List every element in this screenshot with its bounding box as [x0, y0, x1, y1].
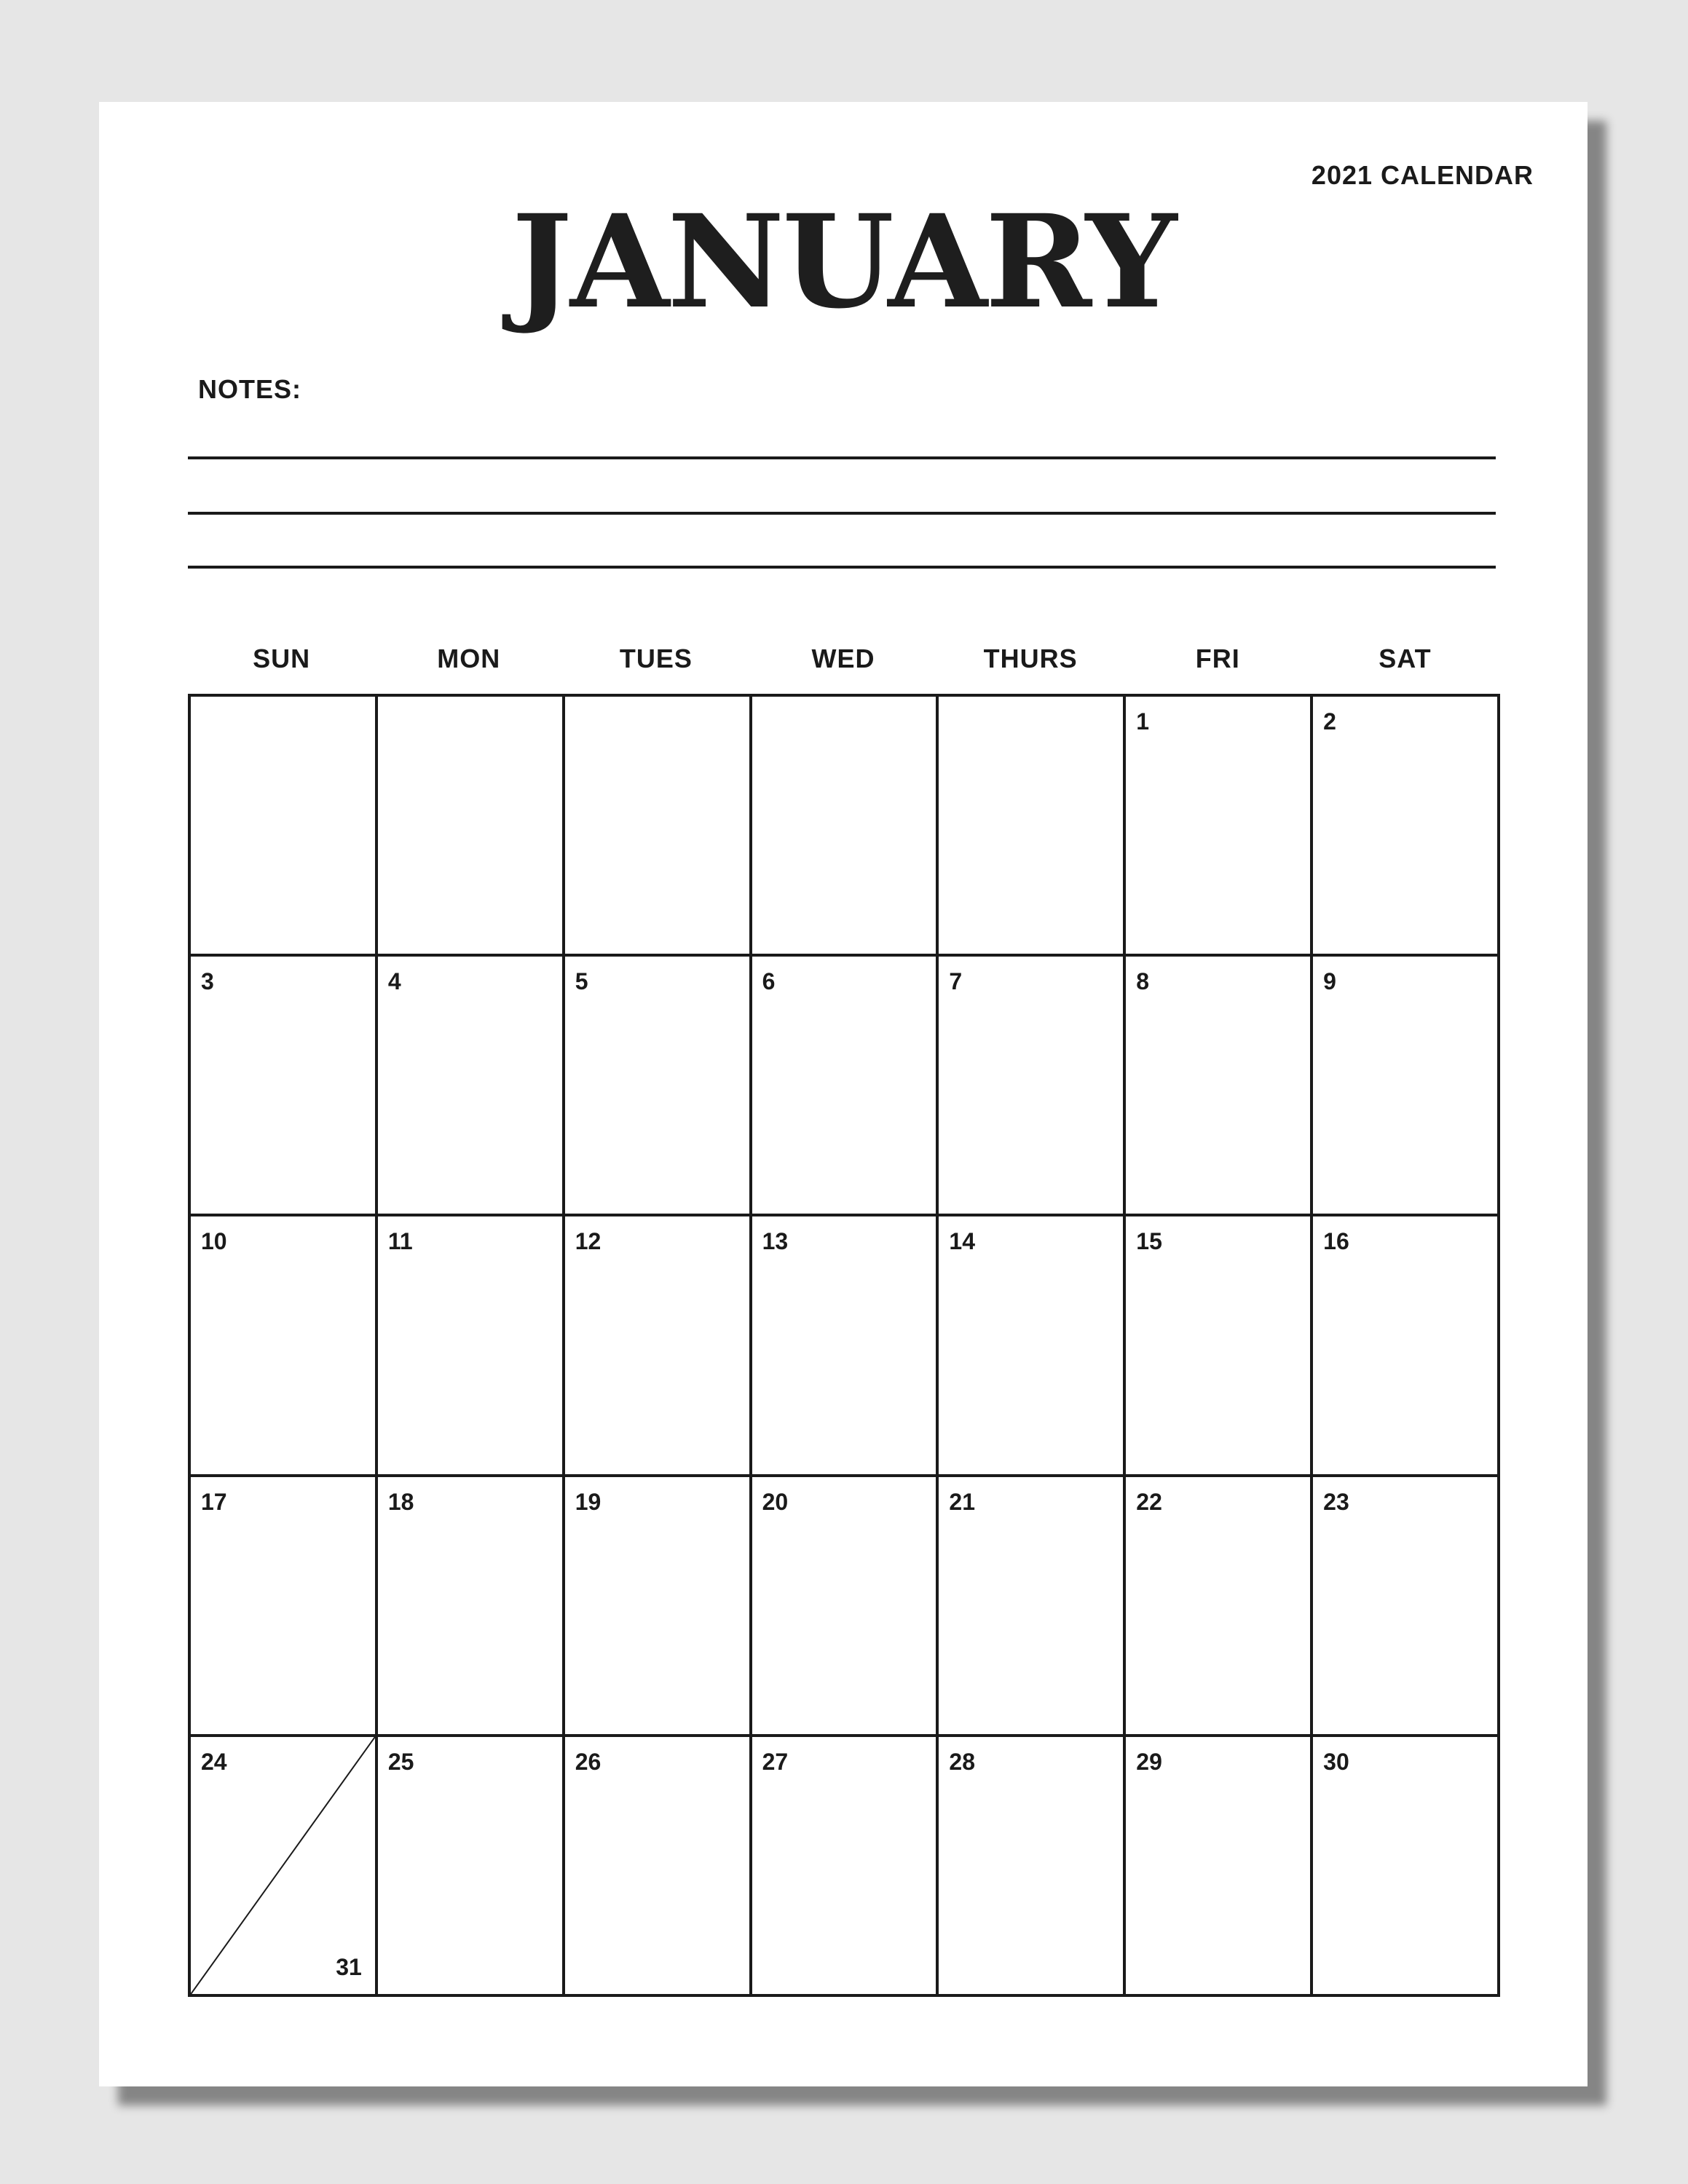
- day-number: 14: [949, 1228, 976, 1255]
- day-cell[interactable]: [939, 957, 1126, 1216]
- weekday-wed: WED: [811, 644, 875, 673]
- weekday-mon: MON: [437, 644, 501, 673]
- day-number: 12: [575, 1228, 602, 1255]
- day-cell[interactable]: [939, 1477, 1126, 1737]
- calendar-page: [99, 102, 1588, 2086]
- day-cell[interactable]: [191, 957, 378, 1216]
- day-number: 27: [762, 1748, 789, 1775]
- day-cell[interactable]: [1126, 957, 1313, 1216]
- day-cell[interactable]: [1126, 697, 1313, 957]
- day-number: 3: [201, 968, 214, 995]
- day-cell[interactable]: [1126, 1477, 1313, 1737]
- day-number: 17: [201, 1488, 227, 1515]
- day-cell[interactable]: [565, 697, 752, 957]
- weekday-thurs: THURS: [983, 644, 1078, 673]
- day-number: 29: [1136, 1748, 1162, 1775]
- calendar-grid: [188, 694, 1500, 1997]
- day-cell[interactable]: [752, 1216, 939, 1476]
- day-number: 4: [387, 968, 401, 995]
- day-cell[interactable]: [565, 957, 752, 1216]
- day-number-split: 31: [336, 1954, 362, 1980]
- day-number: 26: [575, 1748, 602, 1775]
- day-cell[interactable]: [565, 1737, 752, 1997]
- notes-line: [188, 512, 1496, 515]
- day-number: 10: [201, 1228, 227, 1255]
- day-cell[interactable]: [1313, 957, 1500, 1216]
- day-cell[interactable]: [1313, 1477, 1500, 1737]
- day-cell[interactable]: [939, 697, 1126, 957]
- day-cell[interactable]: [752, 957, 939, 1216]
- day-cell[interactable]: [191, 1477, 378, 1737]
- notes-label: NOTES:: [198, 374, 302, 404]
- day-number: 22: [1136, 1488, 1162, 1515]
- day-cell[interactable]: [191, 1216, 378, 1476]
- day-cell[interactable]: [565, 1477, 752, 1737]
- day-number: 21: [949, 1488, 976, 1515]
- day-number: 23: [1323, 1488, 1349, 1515]
- day-cell-split[interactable]: [191, 1737, 378, 1997]
- day-number: 2: [1323, 708, 1336, 735]
- day-number: 11: [387, 1228, 413, 1255]
- day-cell[interactable]: [1313, 697, 1500, 957]
- weekday-tues: TUES: [619, 644, 693, 673]
- day-cell[interactable]: [1126, 1216, 1313, 1476]
- day-number: 19: [575, 1488, 602, 1515]
- weekday-header-row: [188, 633, 1499, 684]
- day-number: 13: [762, 1228, 789, 1255]
- day-number: 8: [1136, 968, 1150, 995]
- day-number: 15: [1136, 1228, 1162, 1255]
- day-cell[interactable]: [752, 1477, 939, 1737]
- day-cell[interactable]: [378, 697, 565, 957]
- weekday-sat: SAT: [1379, 644, 1432, 673]
- day-cell[interactable]: [1313, 1737, 1500, 1997]
- day-number: 6: [762, 968, 776, 995]
- day-cell[interactable]: [1313, 1216, 1500, 1476]
- day-number: 18: [387, 1488, 414, 1515]
- day-cell[interactable]: [752, 697, 939, 957]
- notes-line: [188, 456, 1496, 459]
- weekday-sun: SUN: [253, 644, 311, 673]
- day-cell[interactable]: [378, 957, 565, 1216]
- day-number: 1: [1136, 708, 1150, 735]
- day-number: 5: [575, 968, 588, 995]
- day-cell[interactable]: [378, 1737, 565, 1997]
- day-cell[interactable]: [378, 1216, 565, 1476]
- day-number: 25: [387, 1748, 414, 1775]
- calendar-year-label: 2021 CALENDAR: [1311, 160, 1534, 190]
- day-cell[interactable]: [939, 1216, 1126, 1476]
- day-cell[interactable]: [1126, 1737, 1313, 1997]
- day-cell[interactable]: [939, 1737, 1126, 1997]
- weekday-fri: FRI: [1195, 644, 1240, 673]
- day-number: 20: [762, 1488, 789, 1515]
- day-cell[interactable]: [378, 1477, 565, 1737]
- month-title: JANUARY: [511, 186, 1175, 337]
- day-number: 16: [1323, 1228, 1349, 1255]
- day-cell[interactable]: [752, 1737, 939, 1997]
- day-cell[interactable]: [565, 1216, 752, 1476]
- day-number: 28: [949, 1748, 976, 1775]
- notes-line: [188, 566, 1496, 569]
- day-number: 7: [949, 968, 963, 995]
- day-number: 24: [201, 1748, 227, 1775]
- day-number: 30: [1323, 1748, 1349, 1775]
- day-number: 9: [1323, 968, 1336, 995]
- day-cell[interactable]: [191, 697, 378, 957]
